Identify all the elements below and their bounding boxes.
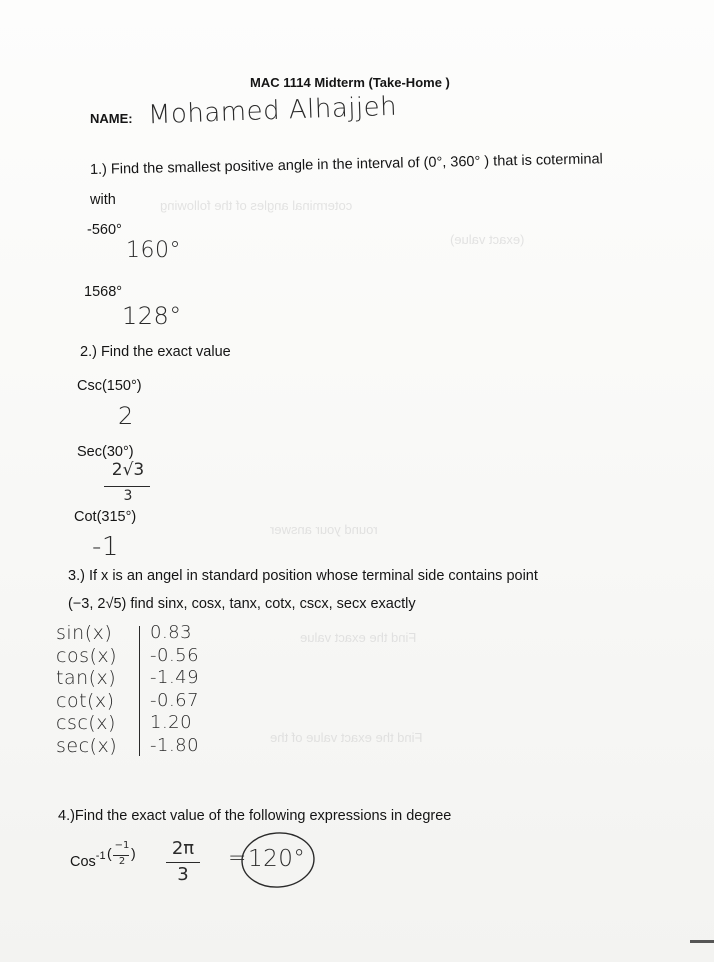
q2c-label: Cot(315°) xyxy=(74,509,137,525)
q4a-label-exponent: -1 xyxy=(95,850,106,862)
q2b-answer-denominator: 3 xyxy=(123,488,133,504)
q2-prompt: 2.) Find the exact value xyxy=(80,344,231,360)
q1a-label: -560° xyxy=(87,222,122,238)
q4a-paren-open: ( xyxy=(107,845,112,861)
q3-function-value: 1.20 xyxy=(150,712,193,734)
bleed-through-text: (exact value) xyxy=(450,232,525,247)
q4a-label xyxy=(70,846,106,872)
q3-function-value: -0.56 xyxy=(150,644,200,666)
q4a-equals: = xyxy=(228,846,247,871)
q1-prompt-line1: 1.) Find the smallest positive angle in the interval of (0°, 360° ) that is coterminal xyxy=(89,151,603,178)
scan-edge-mark xyxy=(690,940,714,943)
page-title: MAC 1114 Midterm (Take-Home ) xyxy=(250,75,450,90)
q3-function-label: cot(x) xyxy=(56,689,115,712)
q1-prompt-line2: with xyxy=(90,192,116,208)
q2a-answer: 2 xyxy=(118,402,134,430)
q2b-answer-numerator: 2√3 xyxy=(111,460,145,480)
q3-function-label: cos(x) xyxy=(56,644,118,667)
q4a-work-bar xyxy=(166,862,200,863)
q3-function-value: -1.80 xyxy=(150,735,200,756)
bleed-through-text: Find the exact value xyxy=(300,630,417,645)
q1a-answer: 160° xyxy=(126,238,181,263)
q4a-label-base: Cos xyxy=(70,854,96,870)
q3-function-value: 0.83 xyxy=(150,622,193,643)
q3-function-label: sin(x) xyxy=(56,622,113,644)
bleed-through-text: Find the exact value of the xyxy=(270,730,423,745)
q3-prompt-line1: 3.) If x is an angel in standard position whose terminal side contains point xyxy=(68,568,538,584)
bleed-through-text: round your answer xyxy=(270,522,378,537)
name-handwritten: Mohamed Alhajjeh xyxy=(147,91,398,131)
q1b-label: 1568° xyxy=(84,284,123,300)
q2a-label: Csc(150°) xyxy=(77,378,142,394)
q3-function-label: csc(x) xyxy=(56,712,116,735)
q3-function-label: sec(x) xyxy=(56,735,118,757)
q4a-arg-denominator: 2 xyxy=(118,856,126,867)
q4a-work-denominator: 3 xyxy=(177,864,189,885)
q4-prompt: 4.)Find the exact value of the following expressions in degree xyxy=(58,808,452,824)
q2b-fraction-bar xyxy=(104,486,150,487)
q3-table-divider xyxy=(139,626,140,756)
name-label: NAME: xyxy=(90,111,133,126)
q2c-answer: -1 xyxy=(92,532,119,562)
q4a-arg-numerator: −1 xyxy=(114,840,130,851)
q3-prompt-line2: (−3, 2√5) find sinx, cosx, tanx, cotx, cscx, secx exactly xyxy=(68,596,416,612)
q1b-answer: 128° xyxy=(122,302,182,330)
q3-function-label: tan(x) xyxy=(56,667,117,690)
q3-function-value: -0.67 xyxy=(150,689,200,711)
q3-function-value: -1.49 xyxy=(150,667,200,689)
q4a-work-numerator: 2π xyxy=(171,838,195,859)
q4a-answer: 120° xyxy=(248,846,306,872)
bleed-through-text: coterminal angles of the following xyxy=(160,198,353,213)
q4a-paren-close: ) xyxy=(131,845,136,861)
q2b-label: Sec(30°) xyxy=(77,444,134,460)
